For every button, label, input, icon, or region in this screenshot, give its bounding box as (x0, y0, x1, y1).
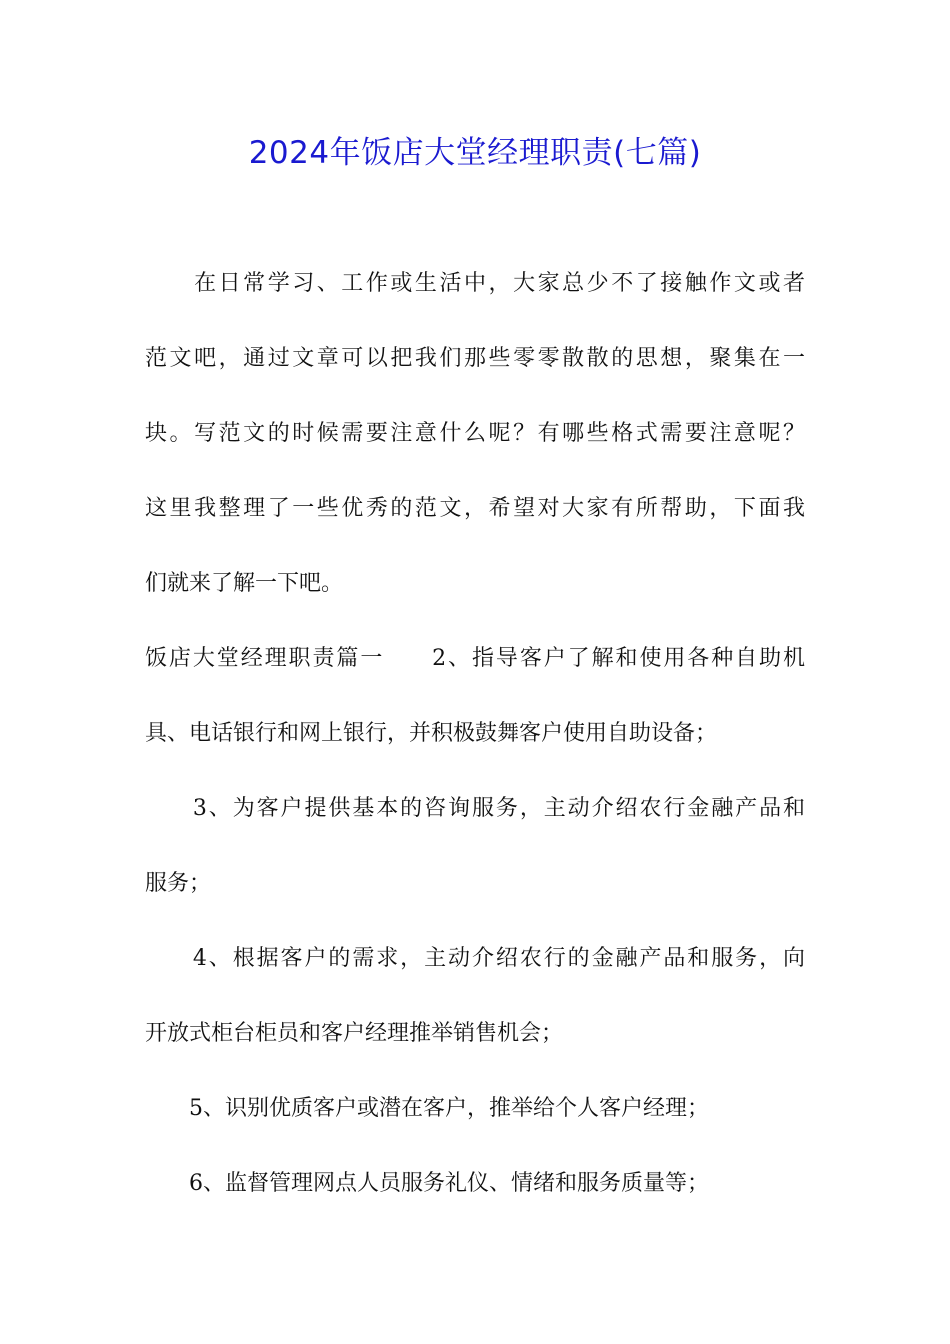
body-line-10: 4、根据客户的需求，主动介绍农行的金融产品和服务，向 (145, 946, 805, 971)
body-line-4: 这里我整理了一些优秀的范文，希望对大家有所帮助，下面我 (145, 496, 805, 521)
body-line-13: 6、监督管理网点人员服务礼仪、情绪和服务质量等； (145, 1171, 709, 1196)
body-line-11: 开放式柜台柜员和客户经理推举销售机会； (145, 1021, 564, 1046)
document-title: 2024年饭店大堂经理职责(七篇) (248, 135, 702, 171)
body-line-8: 3、为客户提供基本的咨询服务，主动介绍农行金融产品和 (145, 796, 805, 821)
body-line-1: 在日常学习、工作或生活中，大家总少不了接触作文或者 (145, 271, 805, 296)
body-line-5: 们就来了解一下吧。 (145, 571, 344, 596)
body-line-6: 饭店大堂经理职责篇一 2、指导客户了解和使用各种自助机 (145, 646, 805, 671)
body-line-2: 范文吧，通过文章可以把我们那些零零散散的思想，聚集在一 (145, 346, 805, 371)
body-line-9: 服务； (145, 871, 212, 896)
body-line-3: 块。写范文的时候需要注意什么呢？有哪些格式需要注意呢？ (145, 421, 805, 446)
body-line-7: 具、电话银行和网上银行，并积极鼓舞客户使用自助设备； (145, 721, 718, 746)
body-line-12: 5、识别优质客户或潜在客户，推举给个人客户经理； (145, 1096, 709, 1121)
